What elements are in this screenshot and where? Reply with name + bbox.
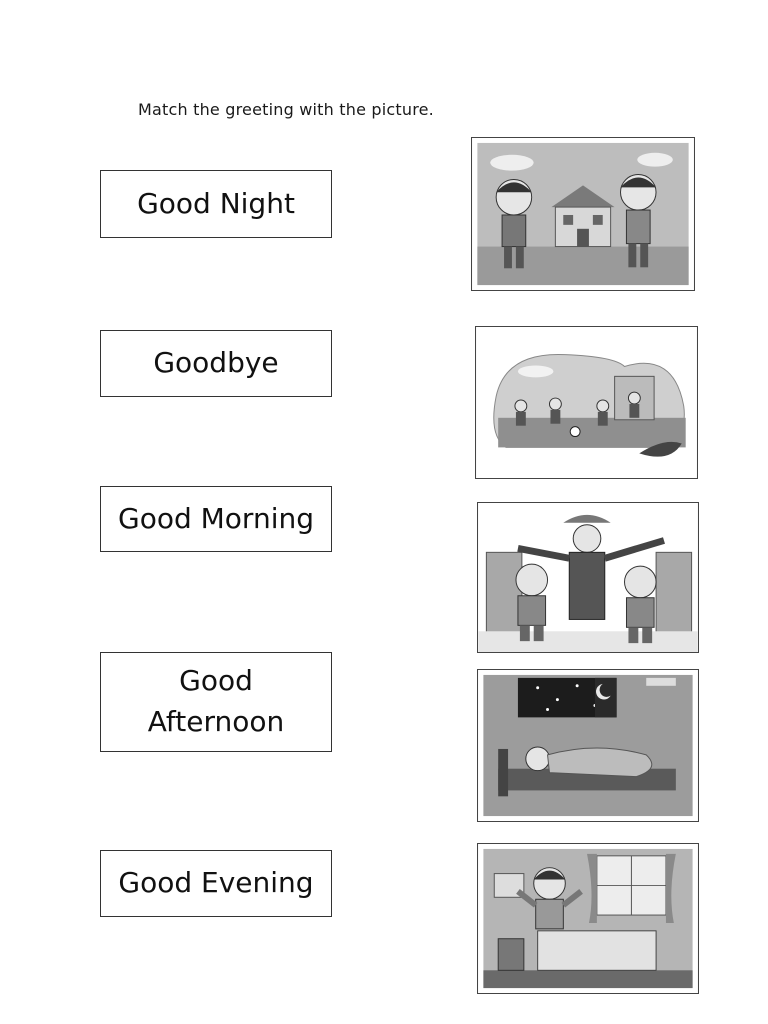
instruction-text: Match the greeting with the picture.: [138, 100, 434, 119]
bedroom-morning-illustration: [478, 844, 698, 993]
greeting-label: Good Morning: [118, 501, 314, 535]
greeting-box-good-evening[interactable]: [100, 850, 332, 917]
greeting-label: Goodbye: [153, 346, 279, 380]
greeting-box-goodbye[interactable]: [100, 330, 332, 397]
greeting-box-good-morning[interactable]: [100, 486, 332, 552]
picture-playground-scene[interactable]: [475, 326, 698, 479]
picture-family-greeting-scene[interactable]: [477, 502, 699, 653]
family-greeting-illustration: [478, 503, 698, 652]
picture-bedroom-morning-scene[interactable]: [477, 843, 699, 994]
greeting-label-line-1: Good: [179, 664, 253, 698]
greeting-box-good-afternoon[interactable]: [100, 652, 332, 752]
greeting-box-good-night[interactable]: [100, 170, 332, 238]
picture-school-scene[interactable]: [471, 137, 695, 291]
picture-bedtime-scene[interactable]: [477, 669, 699, 822]
greeting-label: Good Evening: [118, 866, 314, 900]
greeting-label-line-2: Afternoon: [147, 705, 285, 738]
school-scene-illustration: [472, 138, 694, 290]
greeting-label: Good Night: [137, 186, 295, 220]
playground-scene-illustration: [476, 327, 697, 478]
bedtime-illustration: [478, 670, 698, 821]
